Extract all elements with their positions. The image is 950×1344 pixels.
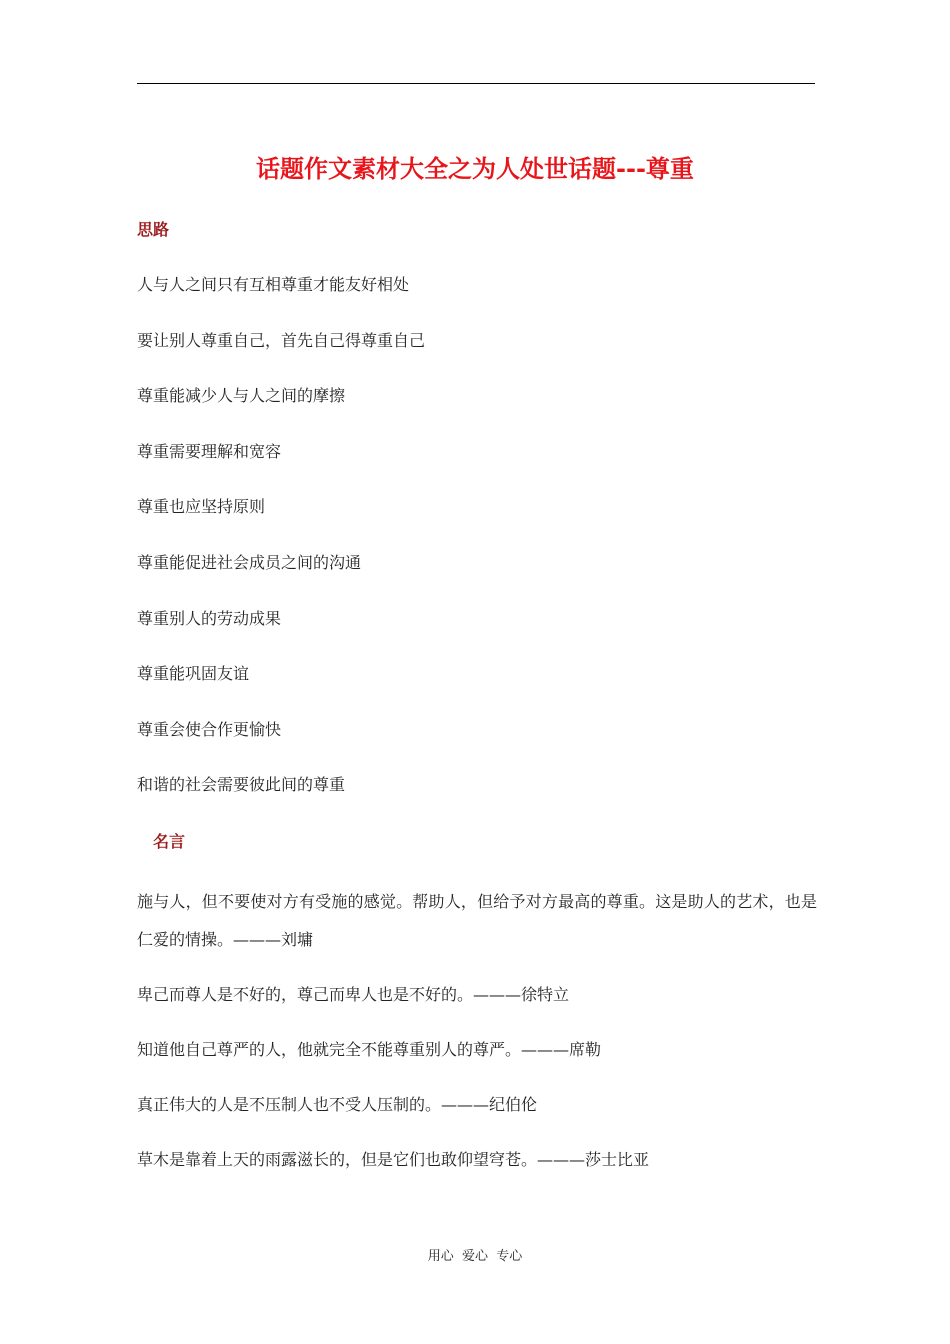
- document-title: 话题作文素材大全之为人处世话题---尊重: [256, 155, 694, 183]
- idea-list: [137, 272, 425, 828]
- quote-item: 施与人，但不要使对方有受施的感觉。帮助人，但给予对方最高的尊重。这是助人的艺术，也是仁爱的情操。———刘墉: [137, 892, 817, 949]
- quote-item: 知道他自己尊严的人，他就完全不能尊重别人的尊严。———席勒: [137, 1040, 602, 1059]
- quote-item: 真正伟大的人是不压制人也不受人压制的。———纪伯伦: [137, 1095, 538, 1114]
- idea-item: 和谐的社会需要彼此间的尊重: [137, 775, 346, 795]
- section-heading-ideas: 思路: [137, 220, 170, 239]
- quote-list: [137, 883, 817, 1196]
- idea-item: 要让别人尊重自己，首先自己得尊重自己: [137, 330, 426, 350]
- idea-item: 尊重能巩固友谊: [137, 664, 250, 684]
- idea-item: 尊重需要理解和宽容: [137, 441, 282, 461]
- idea-item: 尊重能减少人与人之间的摩擦: [137, 386, 346, 406]
- quote-item: 草木是靠着上天的雨露滋长的，但是它们也敢仰望穹苍。———莎士比亚: [137, 1150, 650, 1169]
- idea-item: 尊重能促进社会成员之间的沟通: [137, 552, 362, 572]
- quote-item: 卑己而尊人是不好的，尊己而卑人也是不好的。———徐特立: [137, 985, 570, 1004]
- page-footer: 用心 爱心 专心: [427, 1249, 523, 1264]
- idea-item: 尊重会使合作更愉快: [137, 719, 282, 739]
- idea-item: 尊重也应坚持原则: [137, 497, 266, 517]
- idea-item: 人与人之间只有互相尊重才能友好相处: [137, 275, 410, 294]
- header-rule: [137, 83, 815, 84]
- section-heading-quotes: 名言: [153, 832, 186, 851]
- idea-item: 尊重别人的劳动成果: [137, 608, 282, 628]
